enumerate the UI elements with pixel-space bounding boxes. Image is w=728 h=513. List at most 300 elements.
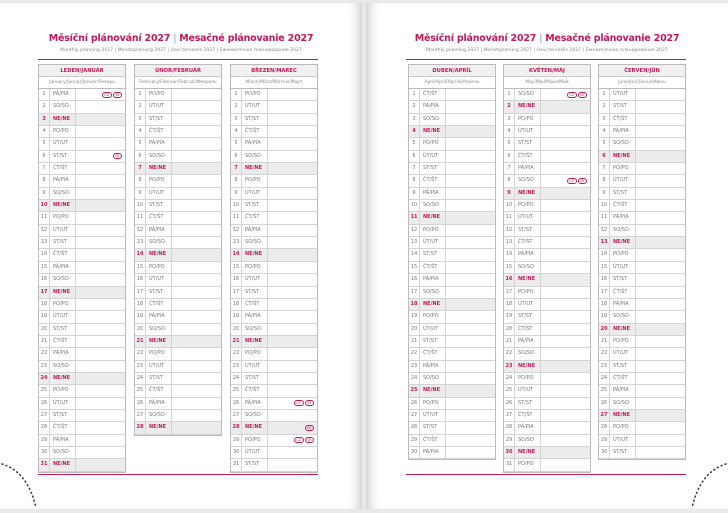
day-row[interactable] — [504, 262, 590, 274]
day-row[interactable] — [599, 237, 685, 249]
notes-cell[interactable] — [172, 200, 221, 211]
day-row[interactable] — [135, 348, 221, 360]
notes-cell[interactable] — [636, 324, 685, 335]
notes-cell[interactable] — [446, 274, 495, 285]
notes-cell[interactable] — [172, 262, 221, 273]
notes-cell[interactable] — [172, 89, 221, 100]
notes-cell[interactable] — [172, 410, 221, 421]
notes-cell[interactable] — [541, 200, 590, 211]
day-row[interactable] — [39, 348, 125, 360]
notes-cell[interactable] — [541, 435, 590, 446]
day-row[interactable] — [39, 287, 125, 299]
notes-cell[interactable] — [636, 114, 685, 125]
notes-cell[interactable] — [446, 348, 495, 359]
day-row[interactable] — [409, 336, 495, 348]
day-row[interactable] — [135, 361, 221, 373]
day-row[interactable] — [409, 385, 495, 397]
notes-cell[interactable] — [172, 398, 221, 409]
day-row[interactable] — [135, 262, 221, 274]
notes-cell[interactable] — [446, 249, 495, 260]
day-row[interactable] — [39, 422, 125, 434]
day-row[interactable] — [135, 237, 221, 249]
day-row[interactable] — [39, 225, 125, 237]
day-row[interactable] — [231, 138, 317, 150]
day-row[interactable] — [231, 410, 317, 422]
day-row[interactable] — [39, 274, 125, 286]
day-row[interactable] — [599, 274, 685, 286]
notes-cell[interactable] — [446, 299, 495, 310]
day-row[interactable] — [39, 249, 125, 261]
notes-cell[interactable] — [76, 336, 125, 347]
day-row[interactable] — [409, 422, 495, 434]
notes-cell[interactable] — [636, 163, 685, 174]
day-row[interactable] — [504, 89, 590, 101]
notes-cell[interactable] — [446, 101, 495, 112]
day-row[interactable] — [39, 410, 125, 422]
notes-cell[interactable] — [268, 126, 317, 137]
notes-cell[interactable] — [268, 299, 317, 310]
day-row[interactable] — [39, 336, 125, 348]
day-row[interactable] — [39, 89, 125, 101]
day-row[interactable] — [409, 311, 495, 323]
day-row[interactable] — [599, 175, 685, 187]
day-row[interactable] — [135, 114, 221, 126]
notes-cell[interactable] — [76, 348, 125, 359]
notes-cell[interactable] — [541, 101, 590, 112]
day-row[interactable] — [39, 459, 125, 471]
notes-cell[interactable] — [446, 287, 495, 298]
notes-cell[interactable] — [541, 126, 590, 137]
notes-cell[interactable] — [76, 447, 125, 458]
day-row[interactable] — [231, 200, 317, 212]
day-row[interactable] — [231, 299, 317, 311]
notes-cell[interactable] — [76, 422, 125, 433]
day-row[interactable] — [504, 311, 590, 323]
notes-cell[interactable] — [541, 274, 590, 285]
notes-cell[interactable] — [76, 188, 125, 199]
notes-cell[interactable] — [172, 422, 221, 433]
notes-cell[interactable] — [541, 398, 590, 409]
notes-cell[interactable] — [268, 373, 317, 384]
notes-cell[interactable] — [446, 200, 495, 211]
day-row[interactable] — [599, 348, 685, 360]
day-row[interactable] — [504, 324, 590, 336]
notes-cell[interactable] — [76, 101, 125, 112]
day-row[interactable] — [504, 274, 590, 286]
notes-cell[interactable] — [268, 447, 317, 458]
notes-cell[interactable] — [636, 138, 685, 149]
day-row[interactable] — [231, 225, 317, 237]
notes-cell[interactable] — [76, 225, 125, 236]
day-row[interactable] — [231, 422, 317, 434]
day-row[interactable] — [599, 126, 685, 138]
day-row[interactable] — [231, 459, 317, 471]
day-row[interactable] — [135, 398, 221, 410]
day-row[interactable] — [231, 163, 317, 175]
notes-cell[interactable] — [636, 422, 685, 433]
day-row[interactable] — [135, 373, 221, 385]
notes-cell[interactable] — [172, 385, 221, 396]
day-row[interactable] — [599, 398, 685, 410]
notes-cell[interactable] — [541, 237, 590, 248]
day-row[interactable] — [39, 188, 125, 200]
day-row[interactable] — [39, 151, 125, 163]
day-row[interactable] — [231, 151, 317, 163]
notes-cell[interactable] — [446, 114, 495, 125]
day-row[interactable] — [409, 262, 495, 274]
day-row[interactable] — [39, 163, 125, 175]
notes-cell[interactable] — [268, 336, 317, 347]
day-row[interactable] — [409, 151, 495, 163]
notes-cell[interactable] — [636, 287, 685, 298]
notes-cell[interactable] — [268, 249, 317, 260]
day-row[interactable] — [135, 311, 221, 323]
notes-cell[interactable] — [76, 126, 125, 137]
day-row[interactable] — [599, 114, 685, 126]
day-row[interactable] — [599, 447, 685, 459]
day-row[interactable] — [231, 373, 317, 385]
day-row[interactable] — [135, 200, 221, 212]
day-row[interactable] — [409, 324, 495, 336]
notes-cell[interactable] — [76, 274, 125, 285]
day-row[interactable] — [39, 385, 125, 397]
day-row[interactable] — [231, 287, 317, 299]
notes-cell[interactable] — [636, 212, 685, 223]
day-row[interactable] — [409, 89, 495, 101]
notes-cell[interactable] — [76, 249, 125, 260]
day-row[interactable] — [504, 398, 590, 410]
notes-cell[interactable] — [446, 398, 495, 409]
notes-cell[interactable] — [636, 225, 685, 236]
day-row[interactable] — [504, 212, 590, 224]
notes-cell[interactable] — [446, 225, 495, 236]
day-row[interactable] — [504, 410, 590, 422]
notes-cell[interactable] — [636, 348, 685, 359]
day-row[interactable] — [599, 225, 685, 237]
day-row[interactable] — [231, 324, 317, 336]
day-row[interactable] — [409, 126, 495, 138]
day-row[interactable] — [231, 311, 317, 323]
notes-cell[interactable] — [172, 114, 221, 125]
notes-cell[interactable] — [636, 311, 685, 322]
notes-cell[interactable] — [76, 324, 125, 335]
day-row[interactable] — [409, 138, 495, 150]
day-row[interactable] — [599, 385, 685, 397]
day-row[interactable] — [599, 163, 685, 175]
notes-cell[interactable] — [541, 151, 590, 162]
day-row[interactable] — [599, 422, 685, 434]
notes-cell[interactable] — [268, 361, 317, 372]
day-row[interactable] — [504, 163, 590, 175]
day-row[interactable] — [504, 126, 590, 138]
notes-cell[interactable] — [541, 361, 590, 372]
notes-cell[interactable] — [172, 163, 221, 174]
notes-cell[interactable] — [636, 361, 685, 372]
day-row[interactable] — [39, 237, 125, 249]
notes-cell[interactable] — [446, 373, 495, 384]
day-row[interactable] — [135, 101, 221, 113]
day-row[interactable] — [39, 311, 125, 323]
notes-cell[interactable] — [636, 151, 685, 162]
day-row[interactable] — [504, 299, 590, 311]
day-row[interactable] — [599, 138, 685, 150]
notes-cell[interactable] — [636, 175, 685, 186]
day-row[interactable] — [39, 114, 125, 126]
notes-cell[interactable] — [636, 200, 685, 211]
notes-cell[interactable] — [268, 114, 317, 125]
day-row[interactable] — [409, 398, 495, 410]
notes-cell[interactable] — [76, 175, 125, 186]
day-row[interactable] — [504, 237, 590, 249]
notes-cell[interactable] — [268, 274, 317, 285]
notes-cell[interactable] — [636, 447, 685, 458]
day-row[interactable] — [135, 175, 221, 187]
notes-cell[interactable] — [172, 361, 221, 372]
day-row[interactable] — [599, 311, 685, 323]
notes-cell[interactable] — [446, 385, 495, 396]
day-row[interactable] — [409, 299, 495, 311]
day-row[interactable] — [599, 101, 685, 113]
notes-cell[interactable] — [446, 435, 495, 446]
notes-cell[interactable] — [172, 348, 221, 359]
notes-cell[interactable] — [268, 237, 317, 248]
notes-cell[interactable] — [446, 410, 495, 421]
notes-cell[interactable] — [636, 336, 685, 347]
day-row[interactable] — [409, 188, 495, 200]
notes-cell[interactable] — [76, 299, 125, 310]
day-row[interactable] — [135, 385, 221, 397]
day-row[interactable] — [504, 361, 590, 373]
notes-cell[interactable] — [541, 447, 590, 458]
notes-cell[interactable] — [172, 373, 221, 384]
day-row[interactable] — [409, 237, 495, 249]
notes-cell[interactable] — [636, 435, 685, 446]
notes-cell[interactable] — [636, 398, 685, 409]
day-row[interactable] — [39, 435, 125, 447]
day-row[interactable] — [231, 274, 317, 286]
notes-cell[interactable] — [446, 89, 495, 100]
notes-cell[interactable] — [76, 262, 125, 273]
day-row[interactable] — [409, 249, 495, 261]
notes-cell[interactable] — [541, 373, 590, 384]
notes-cell[interactable] — [268, 435, 317, 446]
notes-cell[interactable] — [541, 163, 590, 174]
notes-cell[interactable] — [172, 336, 221, 347]
day-row[interactable] — [504, 373, 590, 385]
notes-cell[interactable] — [446, 336, 495, 347]
notes-cell[interactable] — [268, 89, 317, 100]
day-row[interactable] — [135, 89, 221, 101]
day-row[interactable] — [409, 361, 495, 373]
notes-cell[interactable] — [76, 114, 125, 125]
day-row[interactable] — [409, 348, 495, 360]
day-row[interactable] — [231, 348, 317, 360]
notes-cell[interactable] — [76, 287, 125, 298]
notes-cell[interactable] — [268, 200, 317, 211]
day-row[interactable] — [135, 212, 221, 224]
notes-cell[interactable] — [446, 175, 495, 186]
notes-cell[interactable] — [268, 163, 317, 174]
notes-cell[interactable] — [268, 262, 317, 273]
day-row[interactable] — [135, 274, 221, 286]
notes-cell[interactable] — [76, 385, 125, 396]
notes-cell[interactable] — [268, 385, 317, 396]
day-row[interactable] — [231, 435, 317, 447]
notes-cell[interactable] — [446, 447, 495, 458]
notes-cell[interactable] — [172, 237, 221, 248]
day-row[interactable] — [504, 422, 590, 434]
notes-cell[interactable] — [541, 212, 590, 223]
notes-cell[interactable] — [446, 324, 495, 335]
day-row[interactable] — [599, 373, 685, 385]
notes-cell[interactable] — [541, 422, 590, 433]
notes-cell[interactable] — [541, 299, 590, 310]
day-row[interactable] — [135, 225, 221, 237]
notes-cell[interactable] — [541, 385, 590, 396]
notes-cell[interactable] — [268, 151, 317, 162]
notes-cell[interactable] — [76, 361, 125, 372]
day-row[interactable] — [231, 101, 317, 113]
day-row[interactable] — [39, 101, 125, 113]
day-row[interactable] — [231, 336, 317, 348]
day-row[interactable] — [409, 373, 495, 385]
notes-cell[interactable] — [636, 274, 685, 285]
day-row[interactable] — [599, 324, 685, 336]
notes-cell[interactable] — [446, 237, 495, 248]
day-row[interactable] — [231, 385, 317, 397]
notes-cell[interactable] — [172, 249, 221, 260]
day-row[interactable] — [135, 249, 221, 261]
notes-cell[interactable] — [268, 398, 317, 409]
day-row[interactable] — [409, 175, 495, 187]
notes-cell[interactable] — [541, 225, 590, 236]
notes-cell[interactable] — [541, 175, 590, 186]
day-row[interactable] — [231, 188, 317, 200]
notes-cell[interactable] — [268, 212, 317, 223]
day-row[interactable] — [39, 126, 125, 138]
day-row[interactable] — [599, 212, 685, 224]
notes-cell[interactable] — [541, 311, 590, 322]
notes-cell[interactable] — [636, 385, 685, 396]
notes-cell[interactable] — [541, 138, 590, 149]
notes-cell[interactable] — [541, 188, 590, 199]
notes-cell[interactable] — [636, 410, 685, 421]
notes-cell[interactable] — [541, 114, 590, 125]
notes-cell[interactable] — [268, 287, 317, 298]
day-row[interactable] — [409, 114, 495, 126]
day-row[interactable] — [135, 299, 221, 311]
notes-cell[interactable] — [541, 410, 590, 421]
notes-cell[interactable] — [76, 459, 125, 470]
day-row[interactable] — [135, 138, 221, 150]
notes-cell[interactable] — [268, 138, 317, 149]
notes-cell[interactable] — [268, 188, 317, 199]
day-row[interactable] — [504, 459, 590, 471]
notes-cell[interactable] — [541, 262, 590, 273]
notes-cell[interactable] — [541, 324, 590, 335]
notes-cell[interactable] — [541, 287, 590, 298]
day-row[interactable] — [504, 114, 590, 126]
day-row[interactable] — [409, 200, 495, 212]
notes-cell[interactable] — [446, 126, 495, 137]
day-row[interactable] — [135, 188, 221, 200]
notes-cell[interactable] — [636, 89, 685, 100]
notes-cell[interactable] — [268, 348, 317, 359]
notes-cell[interactable] — [76, 212, 125, 223]
notes-cell[interactable] — [76, 138, 125, 149]
notes-cell[interactable] — [172, 225, 221, 236]
notes-cell[interactable] — [172, 126, 221, 137]
day-row[interactable] — [599, 262, 685, 274]
day-row[interactable] — [504, 447, 590, 459]
day-row[interactable] — [39, 373, 125, 385]
day-row[interactable] — [231, 212, 317, 224]
day-row[interactable] — [599, 249, 685, 261]
day-row[interactable] — [599, 287, 685, 299]
notes-cell[interactable] — [76, 410, 125, 421]
notes-cell[interactable] — [76, 200, 125, 211]
day-row[interactable] — [599, 299, 685, 311]
day-row[interactable] — [504, 200, 590, 212]
notes-cell[interactable] — [172, 101, 221, 112]
notes-cell[interactable] — [541, 336, 590, 347]
day-row[interactable] — [135, 287, 221, 299]
notes-cell[interactable] — [268, 324, 317, 335]
notes-cell[interactable] — [172, 175, 221, 186]
day-row[interactable] — [231, 398, 317, 410]
notes-cell[interactable] — [636, 299, 685, 310]
day-row[interactable] — [504, 249, 590, 261]
day-row[interactable] — [39, 138, 125, 150]
day-row[interactable] — [39, 262, 125, 274]
notes-cell[interactable] — [636, 262, 685, 273]
notes-cell[interactable] — [172, 212, 221, 223]
notes-cell[interactable] — [446, 138, 495, 149]
notes-cell[interactable] — [172, 138, 221, 149]
day-row[interactable] — [409, 435, 495, 447]
day-row[interactable] — [504, 225, 590, 237]
notes-cell[interactable] — [268, 422, 317, 433]
notes-cell[interactable] — [446, 311, 495, 322]
notes-cell[interactable] — [446, 361, 495, 372]
notes-cell[interactable] — [76, 89, 125, 100]
notes-cell[interactable] — [172, 151, 221, 162]
day-row[interactable] — [135, 163, 221, 175]
day-row[interactable] — [135, 336, 221, 348]
day-row[interactable] — [39, 200, 125, 212]
day-row[interactable] — [231, 126, 317, 138]
day-row[interactable] — [39, 361, 125, 373]
notes-cell[interactable] — [541, 459, 590, 470]
day-row[interactable] — [231, 237, 317, 249]
day-row[interactable] — [39, 447, 125, 459]
notes-cell[interactable] — [172, 274, 221, 285]
day-row[interactable] — [504, 336, 590, 348]
day-row[interactable] — [409, 287, 495, 299]
notes-cell[interactable] — [76, 311, 125, 322]
day-row[interactable] — [599, 151, 685, 163]
day-row[interactable] — [599, 200, 685, 212]
day-row[interactable] — [504, 287, 590, 299]
day-row[interactable] — [39, 212, 125, 224]
day-row[interactable] — [504, 385, 590, 397]
day-row[interactable] — [231, 89, 317, 101]
notes-cell[interactable] — [268, 311, 317, 322]
notes-cell[interactable] — [76, 373, 125, 384]
notes-cell[interactable] — [446, 188, 495, 199]
day-row[interactable] — [135, 324, 221, 336]
notes-cell[interactable] — [172, 287, 221, 298]
